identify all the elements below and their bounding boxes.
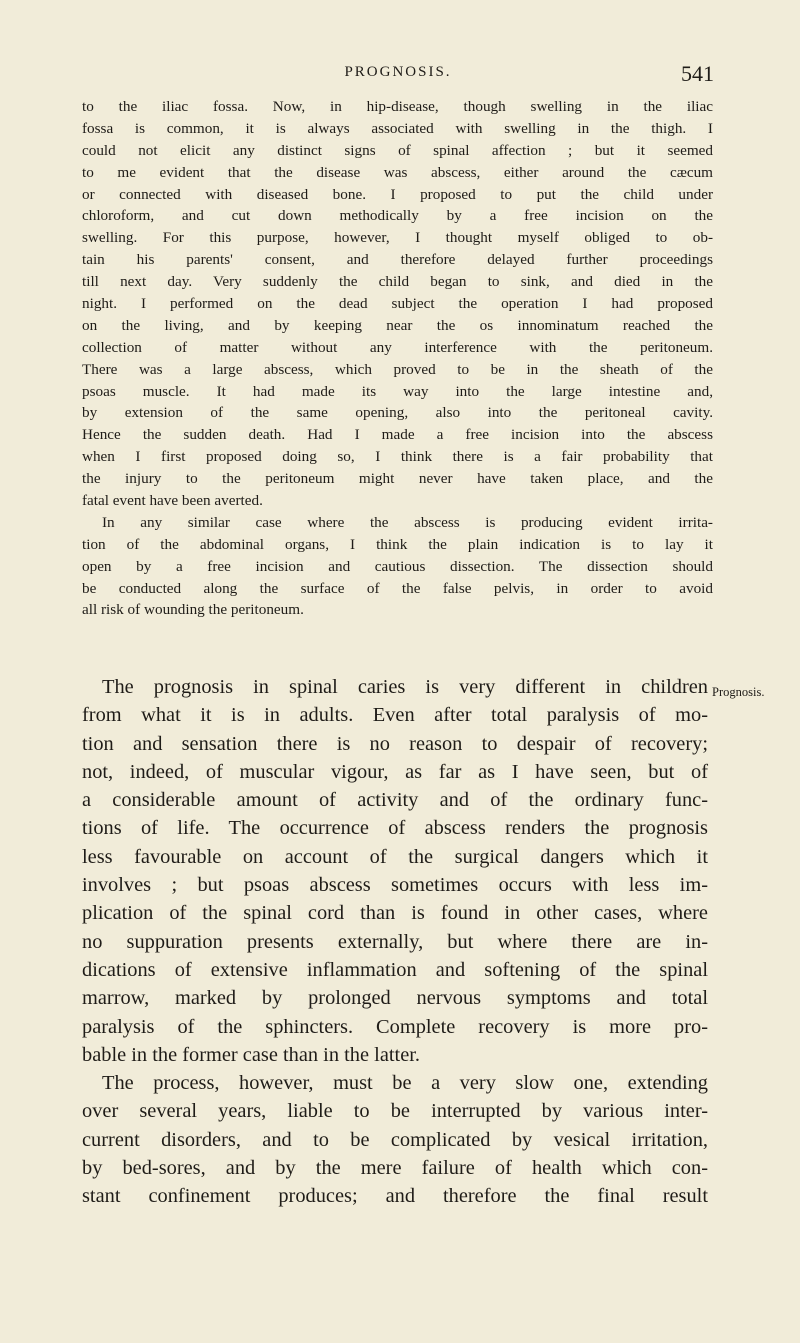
prognosis-section <box>82 673 708 1211</box>
text-line: collection of matter without any interference with the peritoneum. <box>82 338 713 356</box>
text-line: the injury to the peritoneum might never have taken place, and the <box>82 470 713 488</box>
text-line: stant confinement produces; and therefore the final result <box>82 1185 708 1208</box>
text-line: chloroform, and cut down methodically by a free incision on the <box>82 207 713 225</box>
text-line: by extension of the same opening, also into the peritoneal cavity. <box>82 404 713 422</box>
text-line: on the living, and by keeping near the os innominatum reached the <box>82 316 713 334</box>
text-line: by bed-sores, and by the mere failure of health which con- <box>82 1157 708 1180</box>
text-line: a considerable amount of activity and of the ordinary func- <box>82 789 708 812</box>
text-line: no suppuration presents externally, but where there are in- <box>82 930 708 953</box>
text-line: marrow, marked by prolonged nervous symptoms and total <box>82 987 708 1010</box>
text-line: tions of life. The occurrence of abscess renders the prognosis <box>82 817 708 840</box>
text-line: Hence the sudden death. Had I made a free incision into the abscess <box>82 426 713 444</box>
text-line: The prognosis in spinal caries is very different in children <box>102 676 708 698</box>
text-line: all risk of wounding the peritoneum. <box>82 601 304 619</box>
text-line: over several years, liable to be interrupted by various inter- <box>82 1100 708 1123</box>
running-head <box>82 61 714 87</box>
running-title: PROGNOSIS. <box>344 64 452 80</box>
text-line: dications of extensive inflammation and softening of the spinal <box>82 958 708 981</box>
text-line: fatal event have been averted. <box>82 492 263 510</box>
case-narrative <box>82 96 713 621</box>
text-line: to the iliac fossa. Now, in hip-disease, though swelling in the iliac <box>82 98 713 115</box>
text-line: less favourable on account of the surgical dangers which it <box>82 845 708 868</box>
text-line: There was a large abscess, which proved to be in the sheath of the <box>82 360 713 378</box>
text-line: till next day. Very suddenly the child began to sink, and died in the <box>82 273 713 291</box>
text-line: psoas muscle. It had made its way into the large intestine and, <box>82 382 713 400</box>
text-line: paralysis of the sphincters. Complete recovery is more pro- <box>82 1015 708 1038</box>
margin-note-prognosis: Prognosis. <box>712 685 765 699</box>
text-line: be conducted along the surface of the false pelvis, in order to avoid <box>82 579 713 597</box>
text-line: involves ; but psoas abscess sometimes occurs with less im- <box>82 874 708 897</box>
paragraph-case-report <box>82 96 713 512</box>
text-line: not, indeed, of muscular vigour, as far as I have seen, but of <box>82 760 708 783</box>
paragraph-treatment-indication <box>82 512 713 621</box>
text-line: to me evident that the disease was abscess, either around the cæcum <box>82 163 713 181</box>
paragraph-prognosis <box>82 673 708 1069</box>
text-line: The process, however, must be a very slow one, extending <box>102 1072 708 1095</box>
text-line: bable in the former case than in the latter. <box>82 1043 421 1066</box>
text-line: fossa is common, it is always associated with swelling in the thigh. I <box>82 119 713 137</box>
text-line: plication of the spinal cord than is found in other cases, where <box>82 902 708 925</box>
text-line: swelling. For this purpose, however, I thought myself obliged to ob- <box>82 229 713 247</box>
text-line: when I first proposed doing so, I think there is a fair probability that <box>82 448 713 466</box>
text-line: night. I performed on the dead subject the operation I had proposed <box>82 295 713 313</box>
text-line: tion of the abdominal organs, I think the plain indication is to lay it <box>82 535 713 553</box>
text-line: could not elicit any distinct signs of spinal affection ; but it seemed <box>82 141 713 159</box>
text-line: tain his parents' consent, and therefore delayed further proceedings <box>82 251 713 269</box>
text-line: or connected with diseased bone. I proposed to put the child under <box>82 185 713 203</box>
text-line: In any similar case where the abscess is producing evident irrita- <box>102 513 713 531</box>
page-number: 541 <box>681 61 714 86</box>
paragraph-process <box>82 1069 708 1210</box>
text-line: tion and sensation there is no reason to despair of recovery; <box>82 732 708 755</box>
text-line: open by a free incision and cautious dissection. The dissection should <box>82 557 713 575</box>
text-line: current disorders, and to be complicated by vesical irritation, <box>82 1128 708 1151</box>
text-line: from what it is in adults. Even after total paralysis of mo- <box>82 704 708 727</box>
